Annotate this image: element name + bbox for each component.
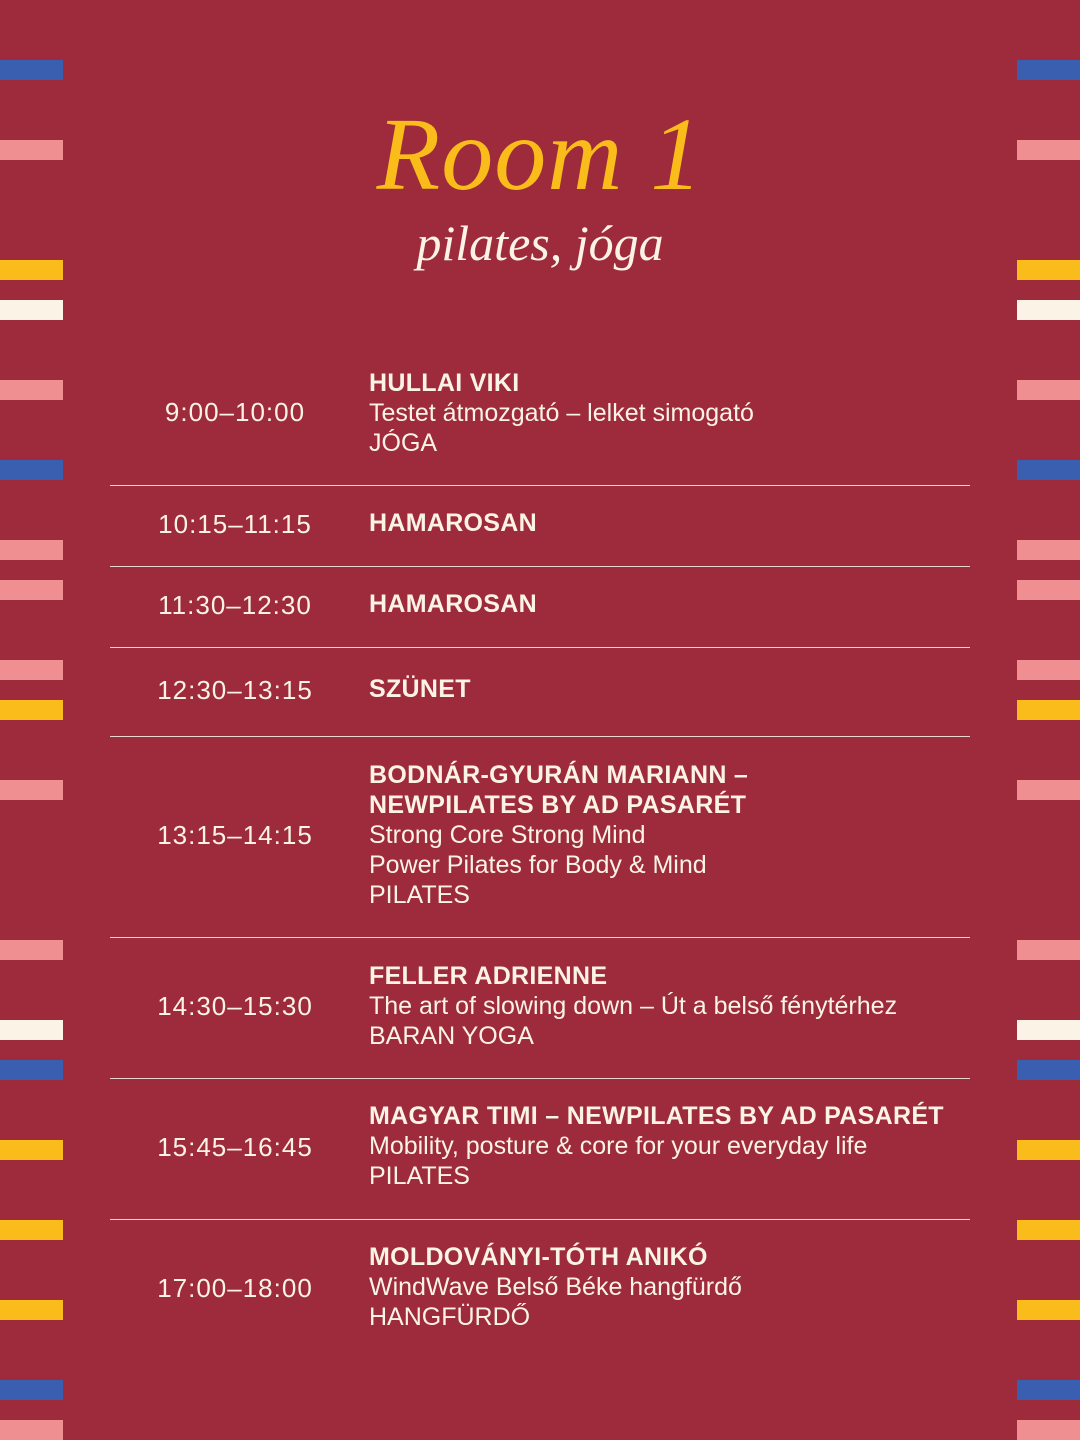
session-time: 12:30–13:15 — [157, 675, 313, 705]
stripe-cream — [0, 300, 63, 320]
stripe-blue — [1017, 1380, 1080, 1400]
stripe-blue — [1017, 1060, 1080, 1080]
session-time: 11:30–12:30 — [158, 590, 312, 620]
stripe-pink — [1017, 940, 1080, 960]
row-divider — [110, 647, 970, 648]
stripe-yellow — [0, 1220, 63, 1240]
session-heading: NEWPILATES BY AD PASARÉT — [369, 791, 747, 819]
session-details — [369, 368, 979, 458]
stripe-blue — [1017, 60, 1080, 80]
stripe-pink — [0, 1420, 63, 1440]
session-time: 10:15–11:15 — [158, 509, 312, 539]
session-time: 13:15–14:15 — [157, 820, 313, 850]
stripe-cream — [1017, 1020, 1080, 1040]
stripe-blue — [0, 460, 63, 480]
session-description: JÓGA — [369, 429, 438, 457]
session-heading: MOLDOVÁNYI-TÓTH ANIKÓ — [369, 1243, 708, 1271]
row-divider — [110, 736, 970, 737]
row-divider — [110, 485, 970, 486]
stripe-pink — [0, 380, 63, 400]
session-heading: FELLER ADRIENNE — [369, 962, 608, 990]
session-description: WindWave Belső Béke hangfürdő — [369, 1273, 742, 1301]
stripe-yellow — [1017, 1300, 1080, 1320]
stripe-pink — [1017, 660, 1080, 680]
stripe-pink — [0, 580, 63, 600]
stripe-blue — [1017, 460, 1080, 480]
session-time: 17:00–18:00 — [157, 1273, 313, 1303]
session-details — [369, 961, 979, 1051]
session-details — [369, 508, 979, 538]
session-heading: HULLAI VIKI — [369, 369, 520, 397]
session-description: Mobility, posture & core for your everyday life — [369, 1132, 868, 1160]
session-time: 15:45–16:45 — [157, 1132, 313, 1162]
session-details — [369, 674, 979, 704]
row-divider — [110, 1078, 970, 1079]
session-heading: HAMAROSAN — [369, 590, 537, 618]
session-description: PILATES — [369, 881, 470, 909]
page-subtitle: pilates, jóga — [416, 215, 664, 271]
session-description: BARAN YOGA — [369, 1022, 534, 1050]
session-details — [369, 760, 979, 910]
row-divider — [110, 566, 970, 567]
session-description: PILATES — [369, 1162, 470, 1190]
schedule-list — [110, 0, 970, 1440]
stripe-yellow — [0, 1300, 63, 1320]
session-time: 14:30–15:30 — [157, 991, 313, 1021]
stripe-cream — [1017, 300, 1080, 320]
stripe-pink — [1017, 780, 1080, 800]
session-description: Power Pilates for Body & Mind — [369, 851, 707, 879]
session-details — [369, 1242, 979, 1332]
stripe-cream — [0, 1020, 63, 1040]
session-description: The art of slowing down – Út a belső fénytérhez — [369, 992, 898, 1020]
stripe-pink — [1017, 580, 1080, 600]
stripe-pink — [0, 940, 63, 960]
session-details — [369, 589, 979, 619]
stripe-pink — [0, 660, 63, 680]
stripe-yellow — [1017, 700, 1080, 720]
session-details — [369, 1101, 979, 1191]
session-description: HANGFÜRDŐ — [369, 1303, 531, 1331]
page-title: Room 1 — [376, 97, 704, 212]
session-time: 9:00–10:00 — [164, 397, 306, 427]
row-divider — [110, 1219, 970, 1220]
stripe-yellow — [0, 700, 63, 720]
stripe-pink — [1017, 380, 1080, 400]
stripe-blue — [0, 1060, 63, 1080]
session-heading: MAGYAR TIMI – NEWPILATES BY AD PASARÉT — [369, 1102, 944, 1130]
stripe-pink — [0, 540, 63, 560]
stripe-yellow — [0, 1140, 63, 1160]
stripe-pink — [1017, 540, 1080, 560]
stripe-pink — [1017, 1420, 1080, 1440]
session-heading: HAMAROSAN — [369, 509, 537, 537]
session-heading: SZÜNET — [369, 675, 471, 703]
session-description: Testet átmozgató – lelket simogató — [369, 399, 754, 427]
stripe-blue — [0, 60, 63, 80]
stripe-yellow — [1017, 1220, 1080, 1240]
row-divider — [110, 937, 970, 938]
session-description: Strong Core Strong Mind — [369, 821, 646, 849]
stripe-pink — [0, 780, 63, 800]
stripe-yellow — [1017, 1140, 1080, 1160]
session-heading: BODNÁR-GYURÁN MARIANN – — [369, 761, 749, 789]
stripe-blue — [0, 1380, 63, 1400]
